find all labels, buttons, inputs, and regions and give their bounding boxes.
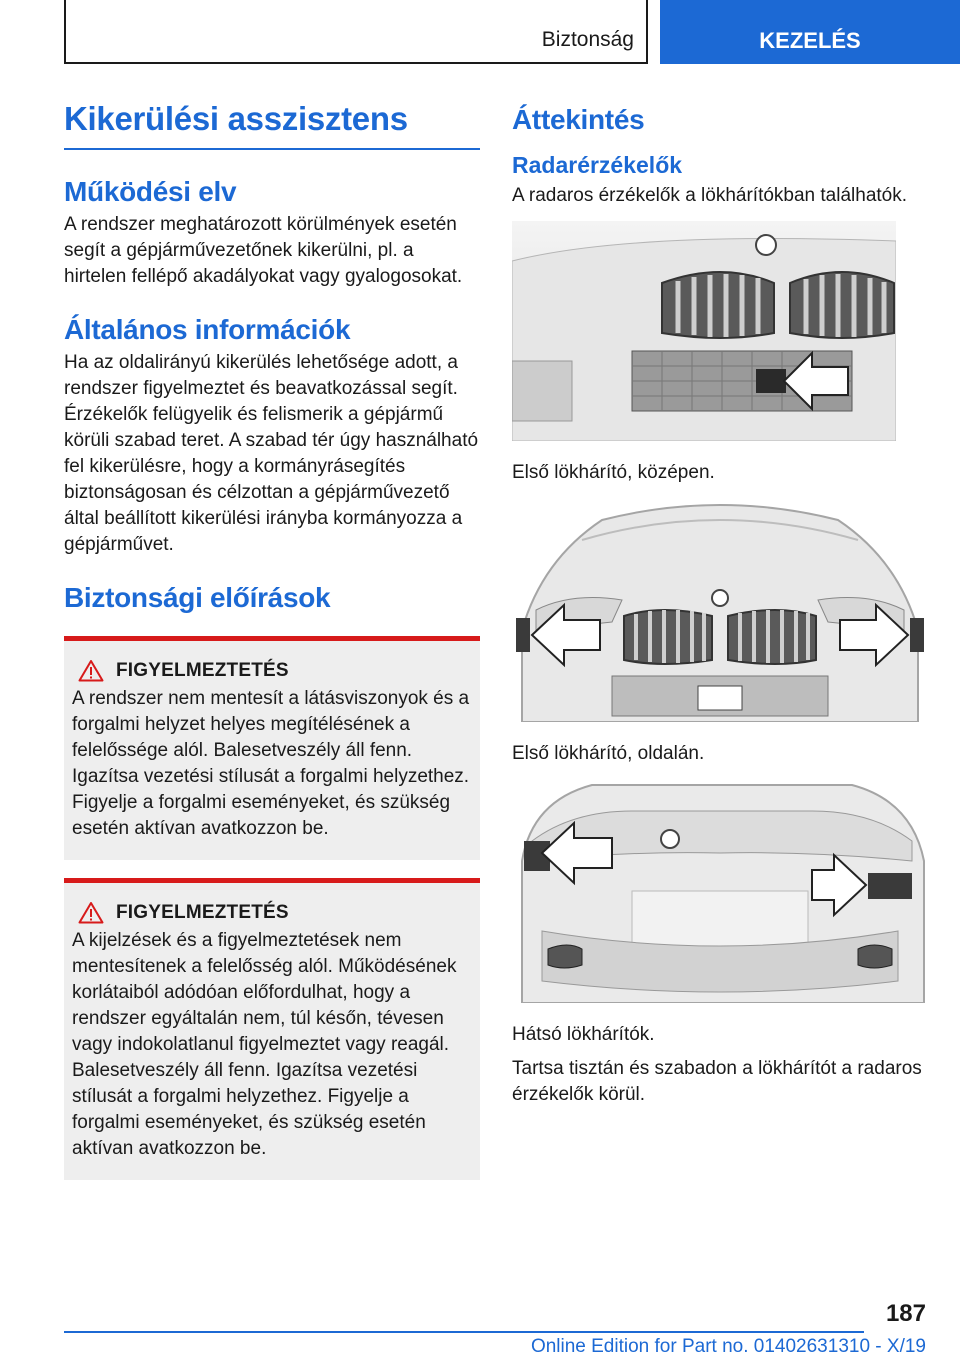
text-radar-intro: A radaros érzékelők a lökhárítókban találhatók.	[512, 185, 908, 206]
header-tab-kezeles[interactable]: KEZELÉS	[660, 0, 960, 64]
page-title: Kikerülési asszisztens	[64, 100, 480, 150]
front-bumper-side-illustration	[512, 500, 928, 722]
warning-box-2	[64, 878, 480, 1180]
right-column	[512, 100, 928, 1108]
heading-principle: Működési elv	[64, 176, 237, 207]
warning-triangle-icon	[78, 901, 104, 924]
heading-safety: Biztonsági előírások	[64, 582, 331, 613]
footer-divider	[64, 1331, 864, 1333]
warning-header-1	[72, 659, 472, 682]
warning-box-1	[64, 636, 480, 860]
text-closing: Tartsa tisztán és szabadon a lökhárítót a radaros érzékelők körül.	[512, 1058, 922, 1105]
page-number: 187	[885, 1300, 926, 1327]
warning-triangle-icon	[78, 659, 104, 682]
figure-front-center	[512, 221, 928, 446]
section-safety	[64, 582, 480, 614]
caption-front-center: Első lökhárító, középen.	[512, 462, 715, 483]
left-column	[64, 100, 480, 1180]
warning-header-2	[72, 901, 472, 924]
front-bumper-center-illustration	[512, 221, 896, 441]
warning-text-1: A rendszer nem mentesít a látásviszonyok és a forgalmi helyzet helyes megítélésének a felelőssége alól. Balesetveszély áll fenn. Igazítsa vezetési stílusát a forgalmi helyzethez. Figyelje a forgalmi eseményeket, és szükség esetén aktívan avatkozzon be.	[72, 688, 470, 839]
heading-radar-sensors: Radarérzékelők	[512, 152, 683, 178]
caption-front-side: Első lökhárító, oldalán.	[512, 743, 705, 764]
caption-rear: Hátsó lökhárítók.	[512, 1024, 655, 1045]
text-principle: A rendszer meghatározott körülmények esetén segít a gépjárművezetőnek kikerülni, pl. a hirtelen fellépő akadályokat vagy gyalogosokat.	[64, 214, 463, 287]
warning-title-2: FIGYELMEZTETÉS	[116, 901, 289, 923]
heading-general-info: Általános információk	[64, 314, 351, 345]
footer-edition: Online Edition for Part no. 01402631310 - X/19	[530, 1336, 926, 1357]
figure-rear	[512, 781, 928, 1008]
warning-text-2: A kijelzések és a figyelmeztetések nem mentesítenek a felelősség alól. Működésének korlátaiból adódóan előfordulhat, hogy a rendszer egyáltalán nem, túl későn, tévesen vagy indokolatlanul figyelmeztet vagy reagál. Balesetveszély áll fenn. Igazítsa vezetési stílusát a forgalmi helyzethez. Figyelje a forgalmi eseményeket, és szükség esetén aktívan avatkozzon be.	[72, 930, 457, 1159]
figure-front-side	[512, 500, 928, 727]
section-principle	[64, 176, 480, 290]
section-general-info	[64, 314, 480, 558]
text-general-info: Ha az oldalirányú kikerülés lehetősége adott, a rendszer figyelmeztet és beavatkozással segít. Érzékelők felügyelik és felismerik a gépjármű körüli szabad teret. A szabad tér úgy használható fel kikerülésre, hogy a kormányrásegítés biztonságosan és célzottan a gépjárművezető által beállított kikerülési irányba kormányozza a gépjárművet.	[64, 352, 479, 555]
header-section-label: Biztonság	[541, 28, 634, 51]
heading-overview: Áttekintés	[512, 104, 645, 135]
rear-bumper-illustration	[512, 781, 928, 1003]
warning-title-1: FIGYELMEZTETÉS	[116, 659, 289, 681]
